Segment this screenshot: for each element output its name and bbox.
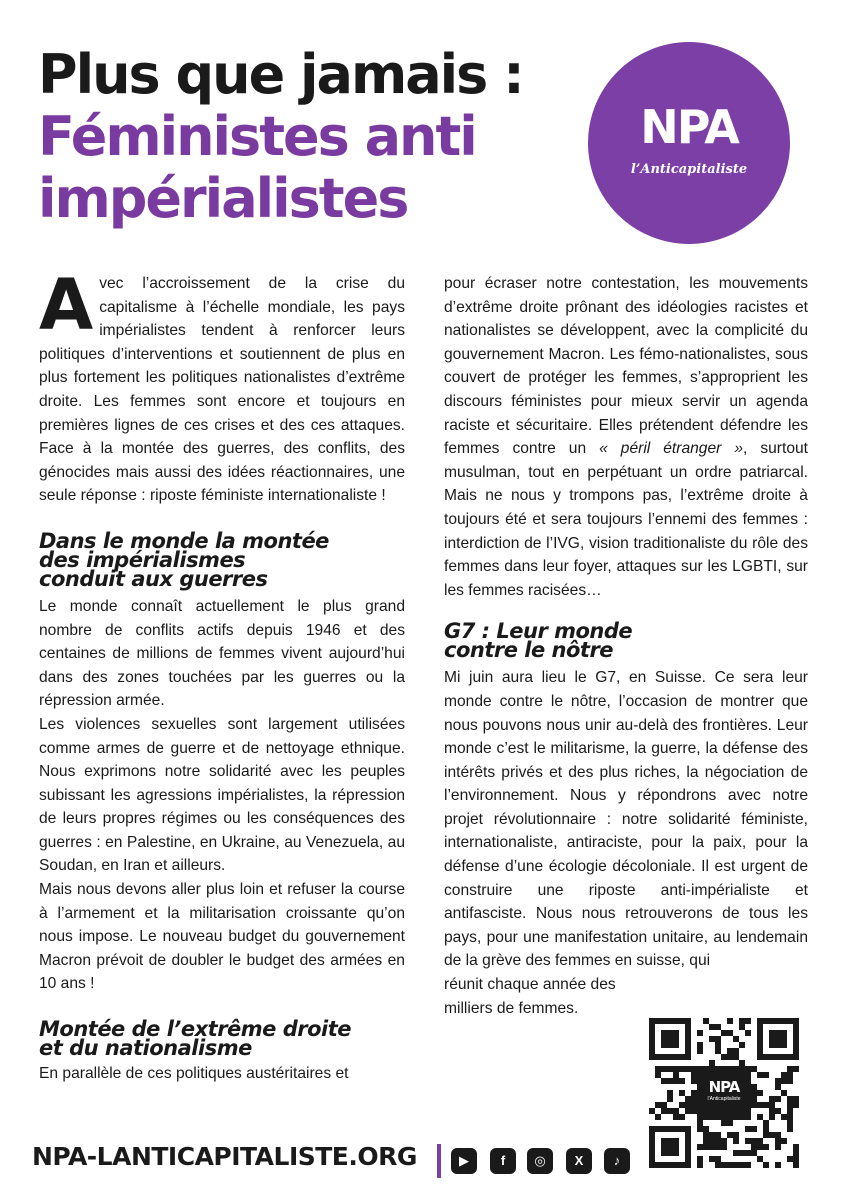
paragraph: Mi juin aura lieu le G7, en Suisse. Ce sera leur monde contre le nôtre, l’occasion de montrer que nous pouvons nous unir au-delà des frontières. Leur monde c’est le militarisme, la guerre, la défense des intérêts privés et des plus riches, la négociation de l’environnement. Nous y répondrons avec notre projet révolutionnaire : notre solidarité féministe, internationaliste, antiraciste, pour la paix, pour la défense d’une écologie décoloniale. Il est urgent de construire une riposte anti-impérialiste et antifasciste. Nous nous retrouverons de tous les pays, pour une manifestation unitaire, au lendemain de la grève des femmes en suisse, qui — [444, 669, 808, 970]
logo-name: NPA — [640, 100, 738, 154]
drop-cap: A — [39, 264, 94, 346]
instagram-icon[interactable]: ◎ — [527, 1148, 553, 1174]
qr-badge-name: NPA — [708, 1078, 740, 1096]
x-icon[interactable]: X — [566, 1148, 592, 1174]
section-heading-far-right — [39, 1017, 405, 1061]
tiktok-icon[interactable]: ♪ — [604, 1148, 630, 1174]
section-heading-wars — [39, 528, 405, 591]
heading-line: et du nationalisme — [39, 1036, 252, 1061]
paragraph-end: réunit chaque année des — [444, 976, 616, 994]
paragraph-text: , surtout musulman, tout en perpétuant un ordre patriarcal. Mais ne nous y trompons pas, l’extrême droite à toujours été et sera toujours l’ennemi des femmes : interdiction de l’IVG, vision traditionaliste du rôle des femmes dans leur foyer, attaques sur les LGBTI, sur les femmes racisées… — [444, 440, 808, 599]
facebook-icon[interactable]: f — [490, 1148, 516, 1174]
intro-text: vec l’accroissement de la crise du capitalisme à l’échelle mondiale, les pays impérialistes tendent à renforcer leurs politiques d’interventions et soutiennent de plus en plus fortement les politiques nationalistes d’extrême droite. Les femmes sont encore et toujours en premières lignes de ces crises et des ces attaques. Face à la montée des guerres, des conflits, des génocides mais aussi des idées réactionnaires, une seule réponse : riposte féministe internationaliste ! — [39, 275, 405, 505]
qr-center-logo — [697, 1066, 751, 1120]
paragraph: Le monde connaît actuellement le plus grand nombre de conflits actifs depuis 1946 et des centaines de millions de femmes vivent aujourd’hui dans des zones touchées par les guerres ou la répression armée. — [39, 597, 405, 710]
heading-line: G7 : Leur monde — [444, 619, 633, 644]
title-line-3: impérialistes — [38, 167, 408, 230]
title-line-1: Plus que jamais : — [38, 43, 523, 106]
website-link[interactable]: NPA-LANTICAPITALISTE.ORG — [32, 1142, 417, 1171]
qr-badge-subtitle: l’Anticapitaliste — [707, 1096, 741, 1102]
intro-paragraph — [39, 264, 405, 508]
youtube-icon[interactable]: ▶ — [451, 1148, 477, 1174]
heading-line: Montée de l’extrême droite — [39, 1017, 352, 1042]
italic-quote: « péril étranger » — [599, 440, 743, 458]
section-heading-g7 — [444, 619, 808, 663]
paragraph: Les violences sexuelles sont largement utilisées comme armes de guerre et de nettoyage ethnique. Nous exprimons notre solidarité avec les peuples subissant les agressions impérialistes, la répression de leurs propres régimes ou les conséquences des guerres : en Palestine, en Ukraine, au Venezuela, au Soudan, en Iran et ailleurs. — [39, 715, 405, 875]
heading-line: conduit aux guerres — [39, 566, 268, 591]
title-line-2: Féministes anti — [38, 105, 476, 168]
logo-subtitle: l’Anticapitaliste — [630, 162, 748, 177]
page-title — [38, 43, 578, 234]
paragraph — [444, 272, 808, 602]
footer-divider — [437, 1144, 441, 1178]
paragraph-end: milliers de femmes. — [444, 999, 579, 1017]
paragraph: En parallèle de ces politiques austéritaires et — [39, 1065, 349, 1083]
npa-logo — [588, 42, 790, 244]
left-column — [39, 264, 405, 1086]
heading-line: Dans le monde la montée — [39, 528, 329, 553]
paragraph-text: pour écraser notre contestation, les mouvements d’extrême droite prônant des idéologies racistes et nationalistes se développent, avec la complicité du gouvernement Macron. Les fémo-nationalistes, sous couvert de protéger les femmes, s’approprient les discours féministes pour mieux servir un agenda raciste et sécuritaire. Elles prétendent défendre les femmes contre un — [444, 275, 808, 458]
paragraph: Mais nous devons aller plus loin et refuser la course à l’armement et la militarisation croissante qu’on nous impose. Le nouveau budget du gouvernement Macron prévoit de doubler le budget des armées en 10 ans ! — [39, 881, 405, 993]
heading-line: contre le nôtre — [444, 638, 614, 663]
heading-line: des impérialismes — [39, 547, 246, 572]
right-column — [444, 272, 808, 1020]
